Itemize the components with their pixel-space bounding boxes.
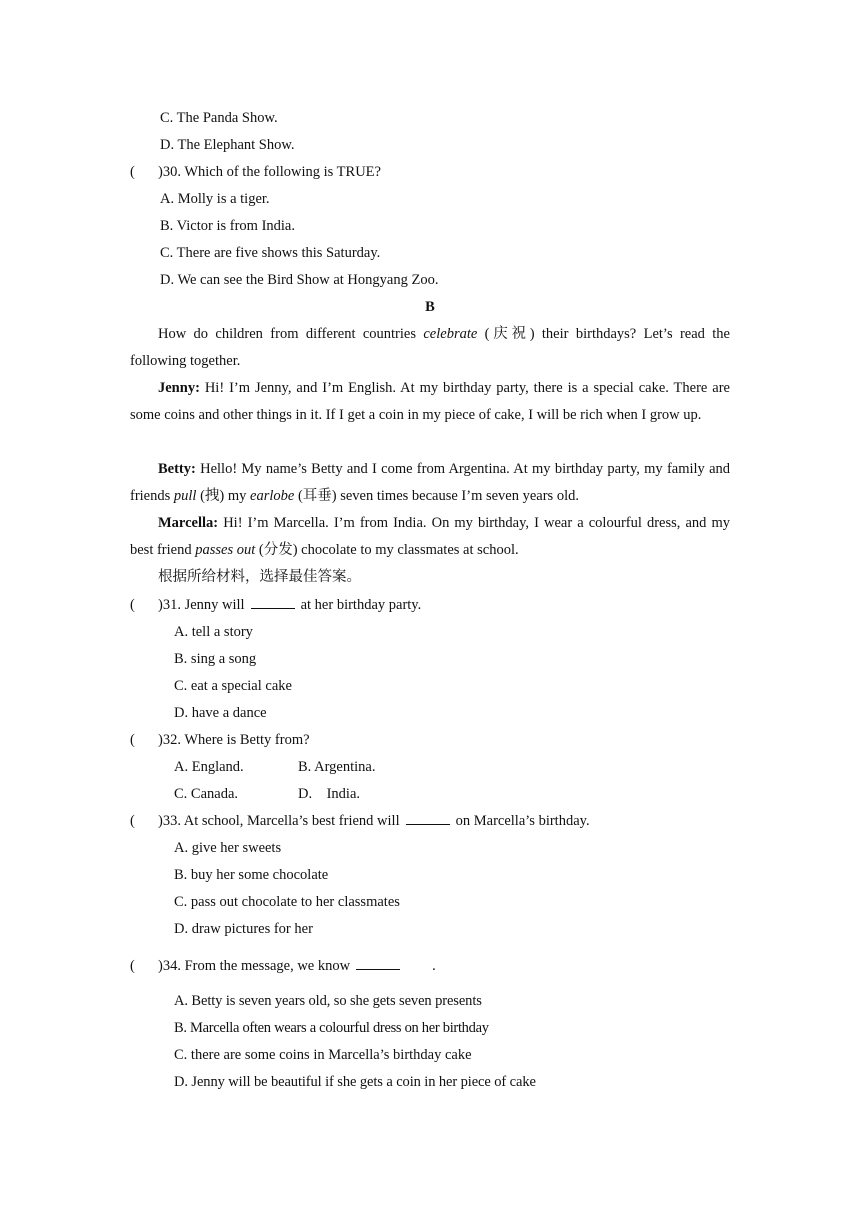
answer-blank bbox=[406, 812, 450, 825]
betty-emphasis-pull: pull bbox=[173, 488, 197, 504]
q32-option-b: B. Argentina. bbox=[298, 759, 376, 775]
question-30-text: )30. Which of the following is TRUE? bbox=[158, 164, 381, 180]
intro-emphasis: celebrate bbox=[423, 326, 478, 342]
q32-option-a: A. England. bbox=[174, 759, 244, 775]
answer-bracket: ( bbox=[130, 597, 135, 613]
question-33 bbox=[130, 812, 590, 830]
q30-option-c: C. There are five shows this Saturday. bbox=[160, 245, 381, 261]
q33-option-a: A. give her sweets bbox=[174, 840, 282, 856]
passage-marcella bbox=[130, 510, 730, 564]
question-34 bbox=[130, 957, 436, 975]
q30-option-d: D. We can see the Bird Show at Hongyang Zoo. bbox=[160, 272, 439, 288]
q34-option-c: C. there are some coins in Marcella’s birthday cake bbox=[174, 1047, 472, 1063]
q34-option-b: B. Marcella often wears a colourful dress on her birthday bbox=[174, 1020, 489, 1036]
speaker-marcella: Marcella: bbox=[158, 515, 219, 531]
marcella-emphasis: passes out bbox=[195, 542, 256, 558]
intro-text-end: (庆祝) their birthdays? Let’s read the following together. bbox=[130, 326, 730, 369]
marcella-text: Hi! I’m Marcella. I’m from India. On my birthday, I wear a colourful dress, and my best friend bbox=[130, 515, 730, 558]
betty-text: Hello! My name’s Betty and I come from Argentina. At my birthday party, my family and friends bbox=[130, 461, 730, 504]
betty-text-3: (耳垂) seven times because I’m seven years old. bbox=[294, 488, 579, 504]
betty-text-2: (拽) my bbox=[196, 488, 251, 504]
q30-option-b: B. Victor is from India. bbox=[160, 218, 295, 234]
answer-bracket: ( bbox=[130, 732, 135, 748]
marcella-text-2: (分发) chocolate to my classmates at school. bbox=[255, 542, 519, 558]
speaker-betty: Betty: bbox=[158, 461, 196, 477]
question-31-text: )31. Jenny will bbox=[158, 597, 245, 613]
instruction: 根据所给材料，选择最佳答案。 bbox=[158, 569, 361, 585]
answer-blank bbox=[251, 596, 295, 609]
q33-option-b: B. buy her some chocolate bbox=[174, 867, 329, 883]
question-31-text-end: at her birthday party. bbox=[300, 597, 422, 613]
q33-option-c: C. pass out chocolate to her classmates bbox=[174, 894, 400, 910]
question-31 bbox=[130, 596, 421, 614]
q31-option-a: A. tell a story bbox=[174, 624, 253, 640]
q33-option-d: D. draw pictures for her bbox=[174, 921, 313, 937]
passage-betty bbox=[130, 456, 730, 510]
question-30 bbox=[130, 163, 381, 181]
q31-option-c: C. eat a special cake bbox=[174, 678, 292, 694]
betty-emphasis-earlobe: earlobe bbox=[250, 488, 295, 504]
q30-option-a: A. Molly is a tiger. bbox=[160, 191, 270, 207]
jenny-text: Hi! I’m Jenny, and I’m English. At my birthday party, there is a special cake. There are some coins and other things in it. If I get a coin in my piece of cake, I will be rich when I grow up. bbox=[130, 380, 730, 423]
question-32-text: )32. Where is Betty from? bbox=[158, 732, 310, 748]
q31-option-d: D. have a dance bbox=[174, 705, 267, 721]
answer-bracket: ( bbox=[130, 813, 135, 829]
speaker-jenny: Jenny: bbox=[158, 380, 200, 396]
question-34-text-end: . bbox=[432, 958, 436, 974]
intro-text: How do children from different countries bbox=[158, 326, 424, 342]
q31-option-b: B. sing a song bbox=[174, 651, 257, 667]
passage-jenny bbox=[130, 375, 730, 429]
question-32 bbox=[130, 731, 310, 749]
question-34-text: )34. From the message, we know bbox=[158, 958, 351, 974]
q34-option-d: D. Jenny will be beautiful if she gets a coin in her piece of cake bbox=[174, 1074, 536, 1090]
q29-option-c: C. The Panda Show. bbox=[160, 110, 278, 126]
answer-bracket: ( bbox=[130, 958, 135, 974]
passage-intro bbox=[130, 321, 730, 375]
q32-option-c: C. Canada. bbox=[174, 786, 239, 802]
answer-blank bbox=[356, 957, 400, 970]
section-b-heading: B bbox=[425, 299, 435, 315]
q29-option-d: D. The Elephant Show. bbox=[160, 137, 295, 153]
q32-option-d: D. India. bbox=[298, 786, 361, 802]
question-33-text-end: on Marcella’s birthday. bbox=[455, 813, 590, 829]
q34-option-a: A. Betty is seven years old, so she gets seven presents bbox=[174, 993, 482, 1009]
answer-bracket: ( bbox=[130, 164, 135, 180]
question-33-text: )33. At school, Marcella’s best friend will bbox=[158, 813, 400, 829]
